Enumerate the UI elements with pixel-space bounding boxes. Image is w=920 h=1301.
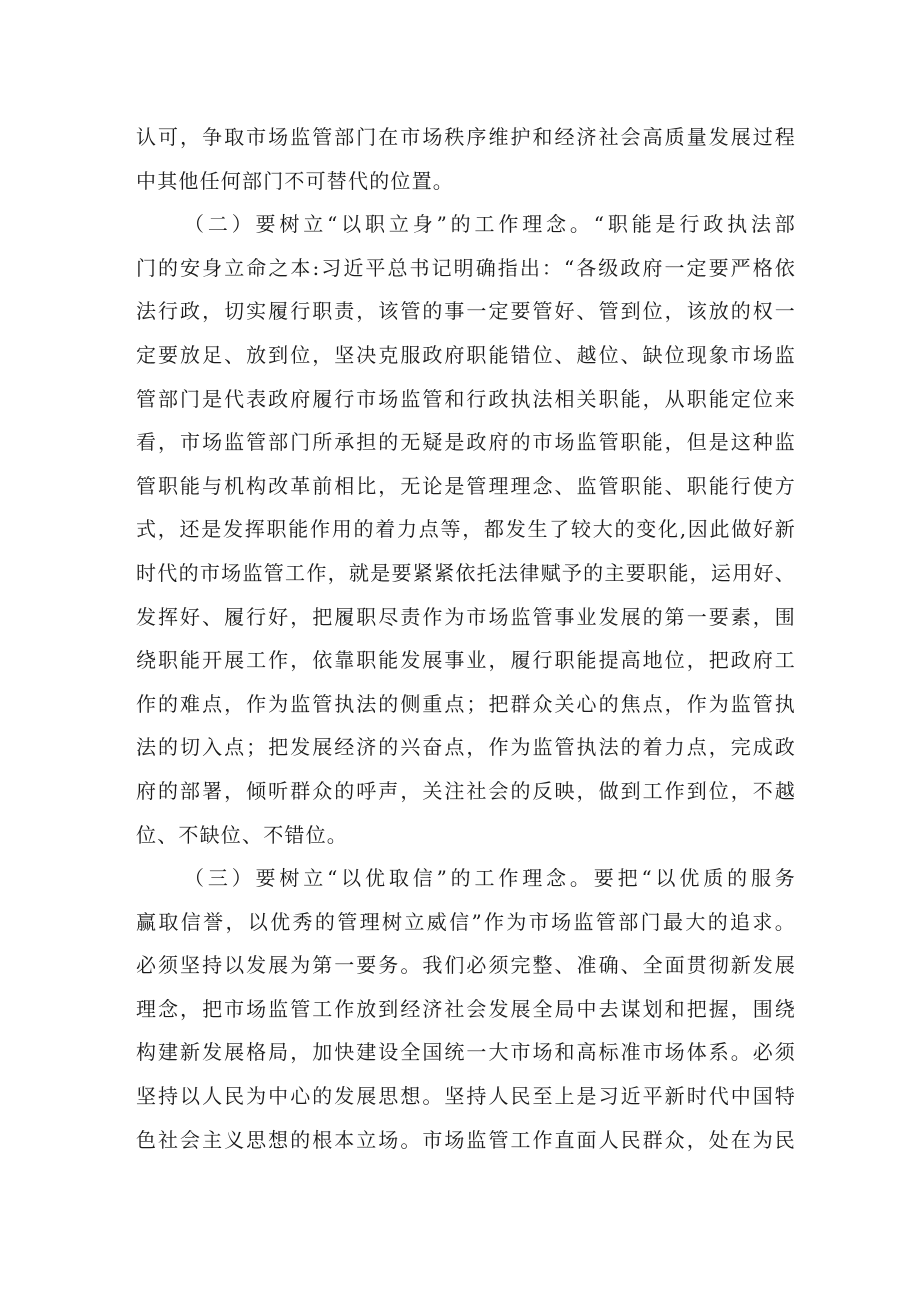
text-line: 管部门是代表政府履行市场监管和行政执法相关职能，从职能定位来: [136, 386, 796, 411]
text-line: 坚持以人民为中心的发展思想。坚持人民至上是习近平新时代中国特: [136, 1084, 796, 1109]
body-text: [136, 116, 796, 1162]
text-line: 色社会主义思想的根本立场。市场监管工作直面人民群众，处在为民: [136, 1127, 796, 1152]
text-line: 必须坚持以发展为第一要务。我们必须完整、准确、全面贯彻新发展: [136, 953, 796, 978]
text-line: 时代的市场监管工作，就是要紧紧依托法律赋予的主要职能，运用好、: [136, 560, 796, 585]
text-line: 构建新发展格局，加快建设全国统一大市场和高标准市场体系。必须: [136, 1040, 796, 1065]
text-line: 管职能与机构改革前相比，无论是管理理念、监管职能、职能行使方: [136, 473, 796, 498]
text-line: 中其他任何部门不可替代的位置。: [136, 168, 454, 193]
text-line: 府的部署，倾听群众的呼声，关注社会的反映，做到工作到位，不越: [136, 778, 796, 803]
text-line: 看，市场监管部门所承担的无疑是政府的市场监管职能，但是这种监: [136, 430, 796, 455]
text-line: 位、不缺位、不错位。: [136, 822, 348, 847]
text-line: 赢取信誉，以优秀的管理树立威信”作为市场监管部门最大的追求。: [136, 909, 796, 934]
text-line: 定要放足、放到位，坚决克服政府职能错位、越位、缺位现象市场监: [136, 342, 796, 367]
section-heading-line: （二）要树立“以职立身”的工作理念。“职能是行政执法部: [184, 212, 796, 237]
text-line: 绕职能开展工作，依靠职能发展事业，履行职能提高地位，把政府工: [136, 648, 796, 673]
section-heading-line: （三）要树立“以优取信”的工作理念。要把“以优质的服务: [184, 866, 796, 891]
text-line: 门的安身立命之本:习近平总书记明确指出：“各级政府一定要严格依: [136, 255, 796, 280]
text-line: 认可，争取市场监管部门在市场秩序维护和经济社会高质量发展过程: [136, 125, 796, 149]
text-line: 法的切入点；把发展经济的兴奋点，作为监管执法的着力点，完成政: [136, 735, 796, 760]
text-line: 式，还是发挥职能作用的着力点等，都发生了较大的变化,因此做好新: [136, 517, 796, 542]
text-line: 作的难点，作为监管执法的侧重点；把群众关心的焦点，作为监管执: [136, 691, 796, 716]
text-line: 理念，把市场监管工作放到经济社会发展全局中去谋划和把握，围绕: [136, 996, 796, 1021]
text-line: 发挥好、履行好，把履职尽责作为市场监管事业发展的第一要素，围: [136, 604, 796, 629]
text-line: 法行政，切实履行职责，该管的事一定要管好、管到位，该放的权一: [136, 299, 796, 324]
